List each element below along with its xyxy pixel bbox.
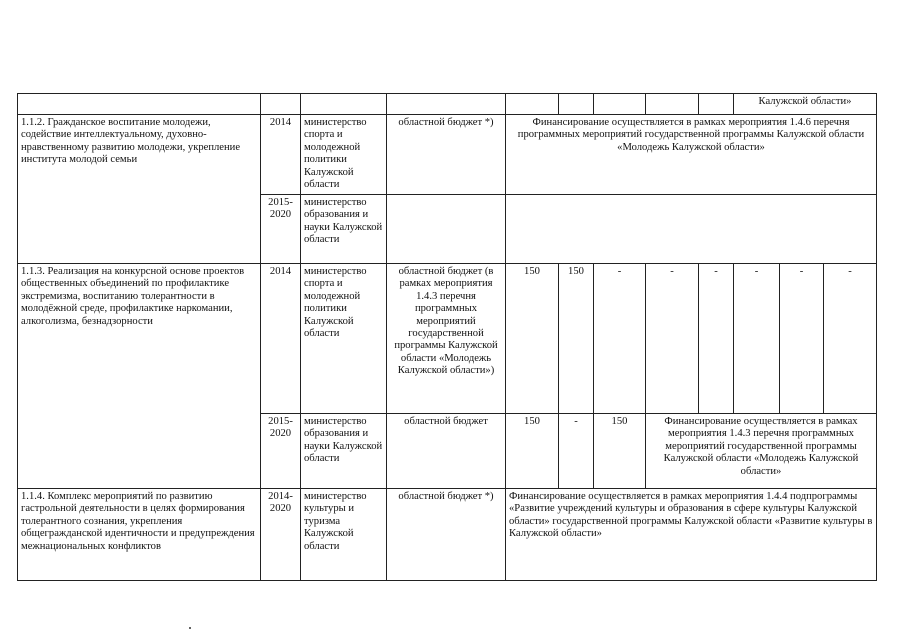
source-cell [387,195,506,264]
value-cell: - [780,264,824,414]
value-cell: - [594,264,646,414]
table-row [18,264,877,414]
table-cell [261,94,301,115]
executor-cell: министерство спорта и молодежной политики Калужской области [301,264,387,414]
measure-cell: 1.1.4. Комплекс мероприятий по развитию гастрольной деятельности в целях формирования толерантного сознания, укрепления общегражданской идентичности и предупреждения межнациональных конфликтов [18,489,261,581]
value-cell: 150 [559,264,594,414]
value-cell: 150 [506,264,559,414]
table-row [18,115,877,195]
year-cell: 2015-2020 [261,195,301,264]
table-cell [646,94,699,115]
measure-cell: 1.1.2. Гражданское воспитание молодежи, содействие интеллектуальному, духовно-нравственному развитию молодежи, укрепление института молодой семьи [18,115,261,264]
value-cell: 150 [594,414,646,489]
source-cell: областной бюджет *) [387,489,506,581]
financing-note: Финансирование осуществляется в рамках мероприятия 1.4.3 перечня программных мероприятий государственной программы Калужской области «Молодежь Калужской области» [646,414,877,489]
value-cell: 150 [506,414,559,489]
value-cell: - [646,264,699,414]
year-cell: 2014-2020 [261,489,301,581]
table-cell [594,94,646,115]
financing-note [506,195,877,264]
source-cell: областной бюджет [387,414,506,489]
value-cell: - [559,414,594,489]
source-cell: областной бюджет *) [387,115,506,195]
value-cell: - [699,264,734,414]
table-cell [506,94,559,115]
measure-cell: 1.1.3. Реализация на конкурсной основе проектов общественных объединений по профилактике экстремизма, воспитанию толерантности в молодёжной среде, профилактике наркомании, алкоголизма, безнадзорности [18,264,261,489]
source-cell: областной бюджет (в рамках мероприятия 1.4.3 перечня программных мероприятий государственной программы Калужской области «Молодежь Калужской области») [387,264,506,414]
program-table [17,93,877,581]
value-cell: - [824,264,877,414]
scan-speck [189,627,191,629]
table-row [18,489,877,581]
table-cell [301,94,387,115]
table-cell: Калужской области» [734,94,877,115]
financing-note: Финансирование осуществляется в рамках мероприятия 1.4.6 перечня программных мероприятий государственной программы Калужской области «Молодежь Калужской области» [506,115,877,195]
year-cell: 2014 [261,264,301,414]
year-cell: 2015-2020 [261,414,301,489]
executor-cell: министерство культуры и туризма Калужской области [301,489,387,581]
financing-note: Финансирование осуществляется в рамках мероприятия 1.4.4 подпрограммы «Развитие учреждений культуры и образования в сфере культуры Калужской области» государственной программы Калужской области «Развитие культуры в Калужской области» [506,489,877,581]
executor-cell: министерство спорта и молодежной политики Калужской области [301,115,387,195]
table-cell [699,94,734,115]
table-cell [387,94,506,115]
executor-cell: министерство образования и науки Калужской области [301,414,387,489]
year-cell: 2014 [261,115,301,195]
value-cell: - [734,264,780,414]
table-row [18,94,877,115]
table-cell [18,94,261,115]
executor-cell: министерство образования и науки Калужской области [301,195,387,264]
table-cell [559,94,594,115]
